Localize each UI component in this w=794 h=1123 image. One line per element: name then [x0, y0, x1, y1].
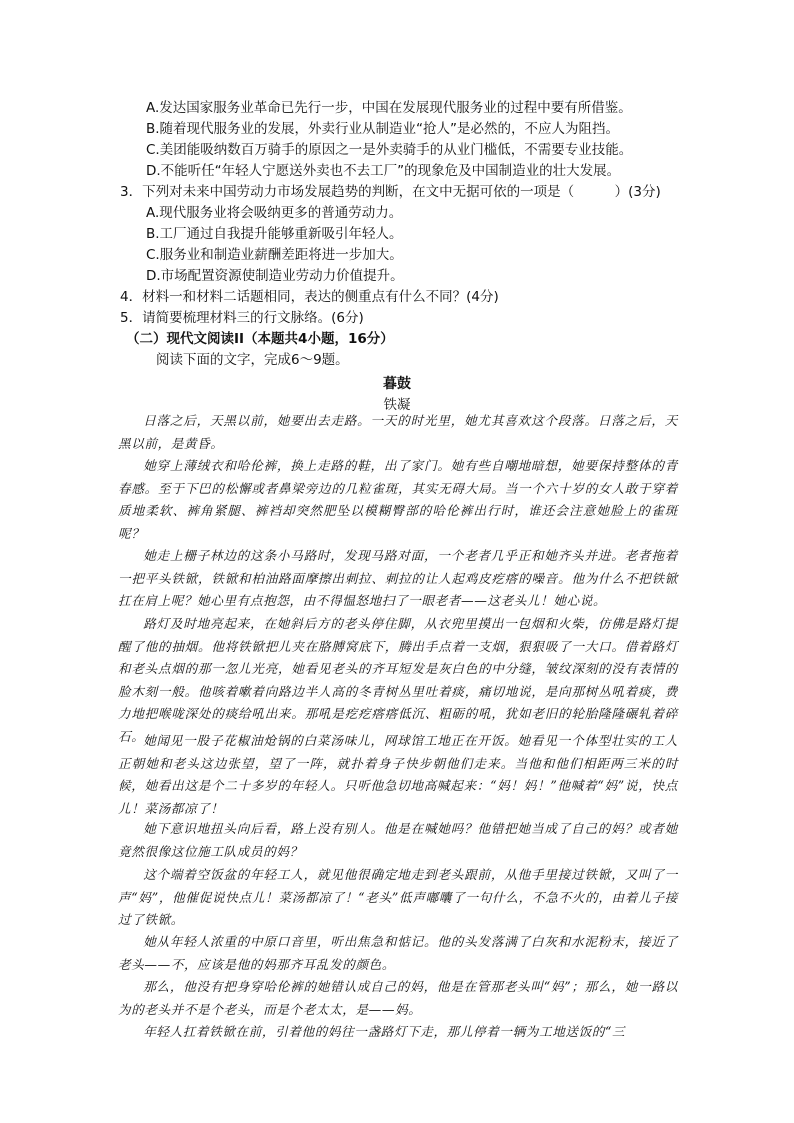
paragraph-7: 这个端着空饭盆的年轻工人，就见他很确定地走到老头跟前，从他手里接过铁锨，又叫了一声“妈”，他催促说快点儿！菜汤都凉了！“老头”低声嘟囔了一句什么，不急不火的，由着儿子接过了铁锨。	[118, 867, 678, 928]
q3-option-b: B.工厂通过自我提升能够重新吸引年轻人。	[146, 226, 403, 242]
option-b: B.随着现代服务业的发展，外卖行业从制造业“抢人”是必然的，不应人为阻挡。	[146, 121, 620, 137]
paragraph-8: 她从年轻人浓重的中原口音里，听出焦急和惦记。他的头发落满了白灰和水泥粉末，接近了老头——不，应该是他的妈那齐耳乱发的颜色。	[118, 934, 678, 972]
paragraph-1: 日落之后，天黑以前，她要出去走路。一天的时光里，她尤其喜欢这个段落。日落之后，天黑以前，是黄昏。	[118, 413, 678, 451]
paragraph-6: 她下意识地扭头向后看，路上没有别人。他是在喊她吗？他错把她当成了自己的妈？或者她竟然很像这位施工队成员的妈？	[118, 821, 678, 859]
section-heading: （二）现代文阅读II（本题共4小题，16分）	[126, 331, 394, 347]
option-a: A.发达国家服务业革命已先行一步，中国在发展现代服务业的过程中要有所借鉴。	[146, 100, 632, 116]
reading-instruction: 阅读下面的文字，完成6～9题。	[156, 352, 349, 368]
paragraph-2: 她穿上薄绒衣和哈伦裤，换上走路的鞋，出了家门。她有些自嘲地暗想，她要保持整体的青春感。至于下巴的松懈或者鼻梁旁边的几粒雀斑，其实无碍大局。当一个六十岁的女人敢于穿着质地柔软、裤角紧腿、裤裆却突然肥坠以模糊臀部的哈伦裤出行时，谁还会注意她脸上的雀斑呢？	[118, 458, 678, 541]
question-5: 5．请简要梳理材料三的行文脉络。(6分)	[120, 310, 364, 326]
paragraph-5: 她闻见一股子花椒油炝锅的白菜汤味儿，网球馆工地正在开饭。她看见一个体型壮实的工人正朝她和老头这边张望，望了一阵，就扑着身子快步朝他们走来。当他和他们相距两三米的时候，她看出这是个二十多岁的年轻人。只听他急切地高喊起来：“妈！妈！”他喊着“妈”说，快点儿！菜汤都凉了！	[118, 733, 678, 816]
option-c: C.美团能吸纳数百万骑手的原因之一是外卖骑手的从业门槛低，不需要专业技能。	[146, 142, 633, 158]
question-3: 3．下列对未来中国劳动力市场发展趋势的判断，在文中无据可依的一项是（ ）(3分)	[120, 184, 661, 200]
paragraph-4: 路灯及时地亮起来，在她斜后方的老头停住脚，从衣兜里摸出一包烟和火柴，仿佛是路灯提醒了他的抽烟。他将铁锨把儿夹在胳膊窝底下，腾出手点着一支烟，狠狠吸了一大口。借着路灯和老头点烟的那一忽儿光亮，她看见老头的齐耳短发是灰白色的中分缝，皱纹深刻的没有表情的脸木刻一般。他咳着嗽着向路边半人高的冬青树丛里吐着痰，痛切地说，是向那树丛吼着痰，费力地把喉咙深处的痰给吼出来。那吼是疙疙瘩瘩低沉、粗砺的吼，犹如老旧的轮胎隆隆碾轧着碎石。	[118, 616, 678, 744]
q3-option-d: D.市场配置资源使制造业劳动力价值提升。	[146, 268, 404, 284]
story-author: 铁凝	[383, 397, 411, 413]
paragraph-3: 她走上栅子林边的这条小马路时，发现马路对面，一个老者几乎正和她齐头并进。老者拖着一把平头铁锨，铁锨和柏油路面摩擦出刺拉、刺拉的让人起鸡皮疙瘩的噪音。他为什么不把铁锨扛在肩上呢？她心里有点抱怨，由不得愠怒地扫了一眼老者——这老头儿！她心说。	[118, 548, 678, 609]
option-d: D.不能听任“年轻人宁愿送外卖也不去工厂”的现象危及中国制造业的壮大发展。	[146, 163, 621, 179]
question-4: 4．材料一和材料二话题相同，表达的侧重点有什么不同？(4分)	[120, 289, 499, 305]
q3-option-a: A.现代服务业将会吸纳更多的普通劳动力。	[146, 205, 403, 221]
q3-option-c: C.服务业和制造业薪酬差距将进一步加大。	[146, 247, 403, 263]
paragraph-9: 那么，他没有把身穿哈伦裤的她错认成自己的妈，他是在管那老头叫“妈”；那么，她一路以为的老头并不是个老头，而是个老太太，是——妈。	[118, 979, 678, 1017]
paragraph-10: 年轻人扛着铁锨在前，引着他的妈往一盏路灯下走，那儿停着一辆为工地送饭的“三	[143, 1024, 626, 1039]
story-title: 暮鼓	[383, 376, 411, 392]
